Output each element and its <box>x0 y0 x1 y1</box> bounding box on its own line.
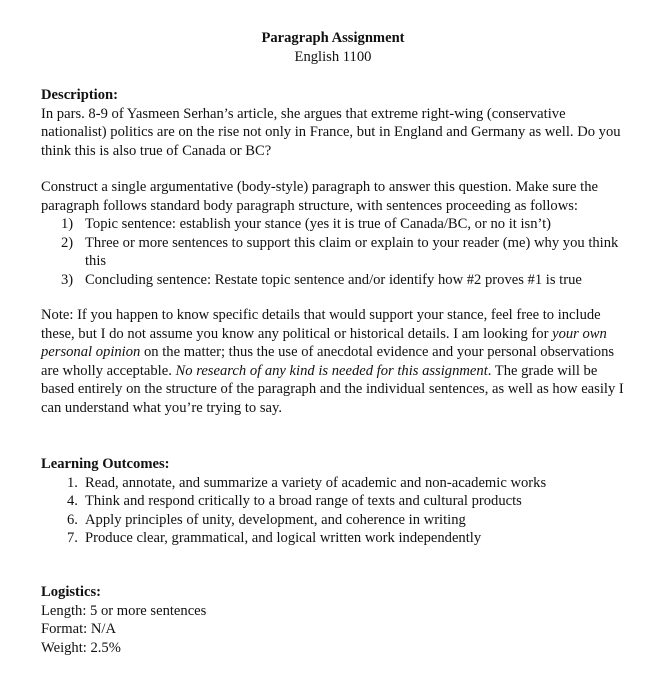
logistics-format: Format: N/A <box>41 621 116 638</box>
list-item <box>41 215 631 234</box>
outcome-text: Produce clear, grammatical, and logical written work independently <box>85 530 482 547</box>
logistics-weight: Weight: 2.5% <box>41 639 121 656</box>
outcome-text: Apply principles of unity, development, and coherence in writing <box>85 511 466 528</box>
list-item <box>41 474 631 493</box>
outcome-number: 1. <box>67 474 78 491</box>
list-item <box>41 492 631 511</box>
step-number: 3) <box>61 271 74 288</box>
logistics-heading: Logistics: <box>41 584 101 600</box>
list-item <box>41 529 631 548</box>
logistics-section <box>41 583 631 657</box>
learning-outcomes-heading: Learning Outcomes: <box>41 456 170 472</box>
outcome-number: 4. <box>67 493 78 510</box>
learning-outcomes-section <box>41 455 631 548</box>
step-text: Topic sentence: establish your stance (yes it is true of Canada/BC, or no it isn’t) <box>85 216 552 233</box>
page-title: Paragraph Assignment <box>261 30 405 46</box>
note-section <box>41 306 631 418</box>
list-item <box>41 271 631 290</box>
instructions-intro: Construct a single argumentative (body-style) paragraph to answer this question. Make sure the paragraph follows standard body paragraph structure, with sentences proceeding as follows: <box>41 179 598 214</box>
step-number: 2) <box>61 234 74 251</box>
outcome-text: Think and respond critically to a broad range of texts and cultural products <box>85 493 522 510</box>
note-text-part-1: Note: If you happen to know specific details that would support your stance, feel free to include these, but I do not assume you know any political or historical details. I am looking for <box>41 307 601 342</box>
outcome-number: 6. <box>67 511 78 528</box>
note-text <box>41 306 631 418</box>
instructions-steps-list <box>41 215 631 289</box>
list-item <box>41 511 631 530</box>
note-emphasis-no-research: No research of any kind is needed for this assignment <box>175 362 488 379</box>
step-text: Three or more sentences to support this claim or explain to your reader (me) why you think this <box>85 234 619 270</box>
step-number: 1) <box>61 216 74 233</box>
learning-outcomes-list <box>41 474 631 548</box>
outcome-text: Read, annotate, and summarize a variety of academic and non-academic works <box>85 474 547 491</box>
outcome-number: 7. <box>67 530 78 547</box>
note-text-part-2: on the matter; thus the use of anecdotal evidence and your personal observations are wholly acceptable. <box>41 344 615 379</box>
logistics-length: Length: 5 or more sentences <box>41 602 207 619</box>
note-emphasis-personal-opinion: your own personal opinion <box>41 325 607 361</box>
description-heading: Description: <box>41 87 119 103</box>
instructions-section <box>41 178 631 290</box>
description-section <box>41 86 631 160</box>
course-subtitle: English 1100 <box>294 49 372 65</box>
note-text-part-3: . The grade will be based entirely on the structure of the paragraph and the individual sentences, as well as how easily I can understand what you’re trying to say. <box>41 362 624 416</box>
description-text: In pars. 8-9 of Yasmeen Serhan’s article, she argues that extreme right-wing (conservative nationalist) politics are on the rise not only in France, but in England and Germany as well. Do you think this is also true of Canada or BC? <box>41 105 621 159</box>
list-item <box>41 234 631 271</box>
step-text: Concluding sentence: Restate topic sentence and/or identify how #2 proves #1 is true <box>85 271 582 288</box>
